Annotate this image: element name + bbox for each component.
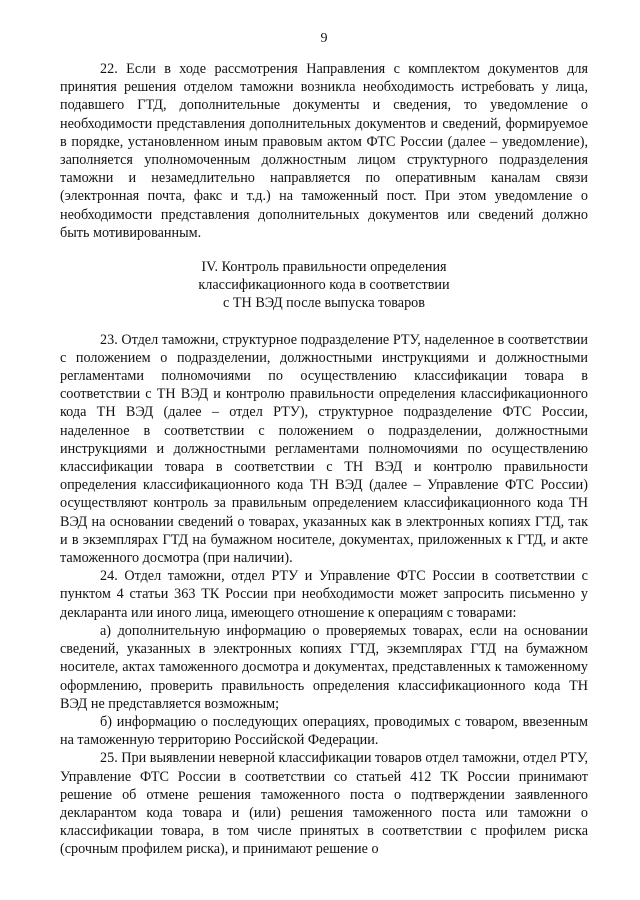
paragraph-24-a: а) дополнительную информацию о проверяемых товарах, если на основании сведений, указанных в электронных копиях ГТД, экземплярах ГТД на бумажном носителе, актах таможенного досмотра и документах, представленных к таможенному оформлению, проверить правильность определения классификационного кода ТН ВЭД не представляется возможным; xyxy=(60,622,588,712)
section-heading-line-1: IV. Контроль правильности определения xyxy=(201,259,447,276)
section-heading-line-2: классификационного кода в соответствии xyxy=(198,277,450,294)
section-heading xyxy=(60,258,588,313)
paragraph-22: 22. Если в ходе рассмотрения Направления с комплектом документов для принятия решения отделом таможни возникла необходимость истребовать у лица, подавшего ГТД, дополнительные документы и сведения, то уведомление о необходимости представления дополнительных документов и сведений, формируемое в порядке, установленном иным правовым актом ФТС России (далее – уведомление), заполняется уполномоченным должностным лицом структурного подразделения таможни и незамедлительно направляется по оперативным каналам связи (электронная почта, факс и т.д.) на таможенный пост. При этом уведомление о необходимости представления дополнительных документов или сведений должно быть мотивированным. xyxy=(60,61,588,241)
paragraph-24: 24. Отдел таможни, отдел РТУ и Управление ФТС России в соответствии с пунктом 4 статьи 363 ТК России при необходимости может запросить письменно у декларанта или иного лица, имеющего отношение к операциям с товарами: xyxy=(60,568,588,621)
paragraph-23: 23. Отдел таможни, структурное подразделение РТУ, наделенное в соответствии с положением о подразделении, должностными инструкциями и должностными регламентами полномочиями по осуществлению классификации товара в соответствии с ТН ВЭД и контролю правильности определения классификационного кода ТН ВЭД (далее – отдел РТУ), структурное подразделение ФТС России, наделенное в соответствии с положением о подразделении, должностными инструкциями и должностными регламентами полномочиями по осуществлению классификации товара в соответствии с ТН ВЭД и контролю правильности определения классификационного кода ТН ВЭД (далее – Управление ФТС России) осуществляют контроль за правильным определением классификационного кода ТН ВЭД на основании сведений о товарах, указанных как в электронных копиях ГТД, так и в экземплярах ГТД на бумажном носителе, документах, приложенных к ГТД, и акте таможенного досмотра (при наличии). xyxy=(60,331,588,567)
section-heading-line-3: с ТН ВЭД после выпуска товаров xyxy=(223,295,425,312)
document-page xyxy=(60,30,588,890)
paragraph-24-b: б) информацию о последующих операциях, проводимых с товаром, ввезенным на таможенную территорию Российской Федерации. xyxy=(60,713,588,749)
paragraph-25: 25. При выявлении неверной классификации товаров отдел таможни, отдел РТУ, Управление ФТС России в соответствии со статьей 412 ТК России принимают решение об отмене решения таможенного поста о подтверждении заявленного декларантом кода товара и (или) решения таможенного поста или таможни о классификации товара, в том числе принятых в соответствии с профилем риска (срочным профилем риска), и принимают решение о xyxy=(60,750,588,858)
page-number: 9 xyxy=(320,31,328,46)
